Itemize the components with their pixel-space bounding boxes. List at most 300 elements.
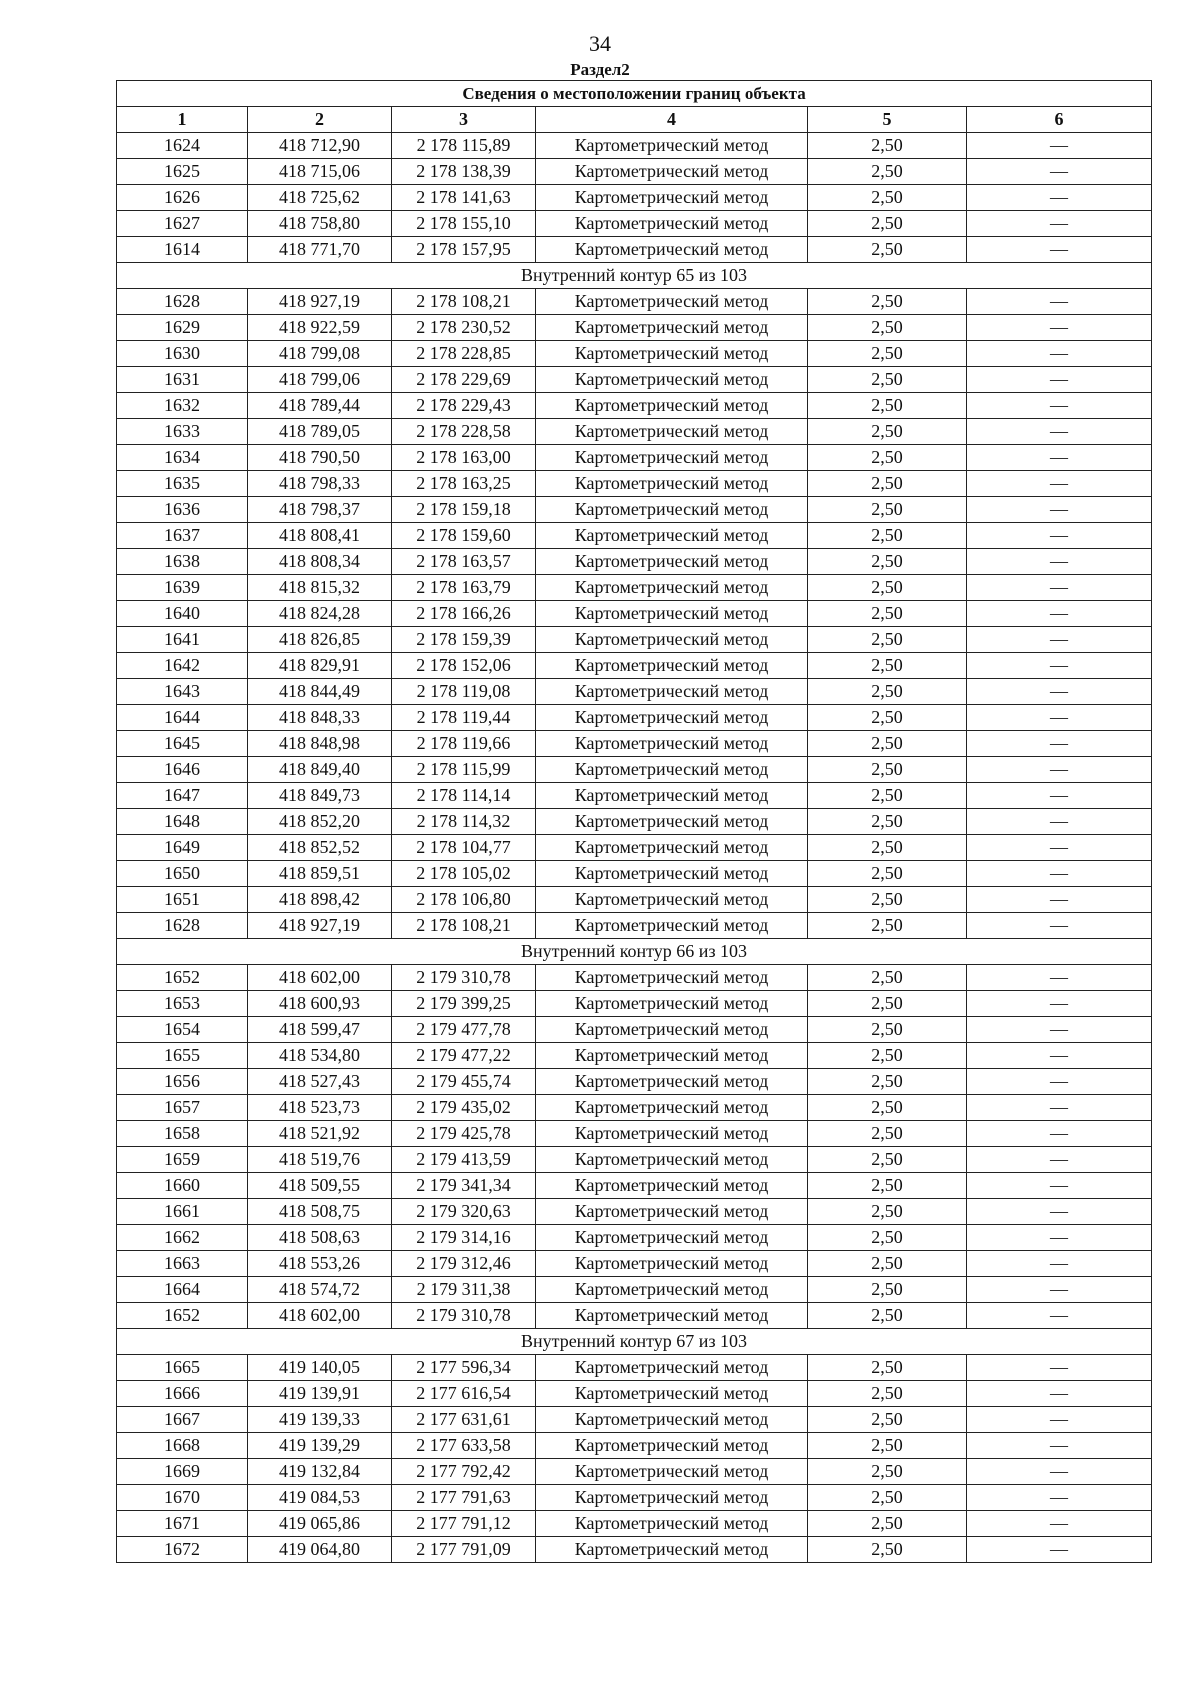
table-cell: Картометрический метод (536, 809, 808, 835)
table-cell: — (967, 1147, 1152, 1173)
table-cell: 2,50 (808, 549, 967, 575)
table-cell: 418 790,50 (248, 445, 392, 471)
table-cell: — (967, 315, 1152, 341)
table-row (117, 601, 1152, 627)
table-row (117, 679, 1152, 705)
table-cell: Картометрический метод (536, 991, 808, 1017)
table-cell: — (967, 1459, 1152, 1485)
table-cell: 418 602,00 (248, 1303, 392, 1329)
table-cell: — (967, 835, 1152, 861)
table-cell: 2 178 163,79 (392, 575, 536, 601)
table-cell: 419 132,84 (248, 1459, 392, 1485)
table-cell: 2 178 104,77 (392, 835, 536, 861)
table-cell: Картометрический метод (536, 1147, 808, 1173)
table-row (117, 1173, 1152, 1199)
table-cell: 1634 (117, 445, 248, 471)
table-cell: 418 824,28 (248, 601, 392, 627)
table-cell: — (967, 601, 1152, 627)
table-cell: 1662 (117, 1225, 248, 1251)
table-cell: 2,50 (808, 471, 967, 497)
table-cell: 418 599,47 (248, 1017, 392, 1043)
table-cell: 2 178 155,10 (392, 211, 536, 237)
table-cell: — (967, 991, 1152, 1017)
table-cell: 2 178 159,18 (392, 497, 536, 523)
table-cell: Картометрический метод (536, 419, 808, 445)
table-row (117, 991, 1152, 1017)
table-row (117, 1043, 1152, 1069)
contour-label: Внутренний контур 67 из 103 (117, 1329, 1152, 1355)
table-cell: 2 179 314,16 (392, 1225, 536, 1251)
table-cell: 418 852,52 (248, 835, 392, 861)
table-row (117, 523, 1152, 549)
table-cell: 2 178 229,43 (392, 393, 536, 419)
column-header: 5 (808, 107, 967, 133)
table-cell: — (967, 913, 1152, 939)
table-cell: — (967, 523, 1152, 549)
table-cell: 2 178 141,63 (392, 185, 536, 211)
table-row (117, 1485, 1152, 1511)
table-cell: — (967, 757, 1152, 783)
table-cell: 2 179 435,02 (392, 1095, 536, 1121)
table-cell: — (967, 445, 1152, 471)
table-cell: — (967, 471, 1152, 497)
table-cell: 1670 (117, 1485, 248, 1511)
table-cell: 1639 (117, 575, 248, 601)
table-cell: — (967, 419, 1152, 445)
contour-row (117, 263, 1152, 289)
table-cell: 418 519,76 (248, 1147, 392, 1173)
table-cell: 1646 (117, 757, 248, 783)
table-cell: 2,50 (808, 1485, 967, 1511)
table-row (117, 1251, 1152, 1277)
table-cell: Картометрический метод (536, 497, 808, 523)
table-cell: 2,50 (808, 1381, 967, 1407)
table-cell: 1656 (117, 1069, 248, 1095)
table-cell: — (967, 1251, 1152, 1277)
table-cell: 1664 (117, 1277, 248, 1303)
table-cell: 1663 (117, 1251, 248, 1277)
table-cell: Картометрический метод (536, 731, 808, 757)
table-cell: 1645 (117, 731, 248, 757)
table-cell: — (967, 367, 1152, 393)
table-cell: — (967, 133, 1152, 159)
table-cell: 1636 (117, 497, 248, 523)
table-cell: 2 179 312,46 (392, 1251, 536, 1277)
table-cell: — (967, 627, 1152, 653)
table-cell: 418 798,33 (248, 471, 392, 497)
column-header: 6 (967, 107, 1152, 133)
table-cell: 2 177 791,09 (392, 1537, 536, 1563)
table-cell: 2 179 425,78 (392, 1121, 536, 1147)
table-row (117, 1225, 1152, 1251)
table-cell: Картометрический метод (536, 1069, 808, 1095)
table-cell: 1647 (117, 783, 248, 809)
table-cell: 2,50 (808, 1043, 967, 1069)
table-cell: Картометрический метод (536, 1121, 808, 1147)
table-cell: 2,50 (808, 913, 967, 939)
table-cell: 2,50 (808, 237, 967, 263)
boundary-table (116, 80, 1152, 1563)
table-cell: 2,50 (808, 1095, 967, 1121)
table-cell: 1650 (117, 861, 248, 887)
table-body (117, 133, 1152, 1563)
table-cell: — (967, 1043, 1152, 1069)
table-cell: 418 534,80 (248, 1043, 392, 1069)
table-cell: 1642 (117, 653, 248, 679)
table-cell: 2 178 114,32 (392, 809, 536, 835)
table-cell: 2,50 (808, 783, 967, 809)
table-cell: 2 178 159,39 (392, 627, 536, 653)
table-row (117, 783, 1152, 809)
table-cell: — (967, 575, 1152, 601)
table-row (117, 575, 1152, 601)
table-cell: 1648 (117, 809, 248, 835)
table-row (117, 965, 1152, 991)
table-cell: 1660 (117, 1173, 248, 1199)
table-cell: 2,50 (808, 1225, 967, 1251)
table-cell: 2,50 (808, 1017, 967, 1043)
table-cell: — (967, 809, 1152, 835)
table-cell: Картометрический метод (536, 133, 808, 159)
table-cell: 418 808,41 (248, 523, 392, 549)
table-cell: Картометрический метод (536, 1043, 808, 1069)
table-cell: 418 715,06 (248, 159, 392, 185)
table-cell: Картометрический метод (536, 913, 808, 939)
table-row (117, 497, 1152, 523)
table-cell: — (967, 1433, 1152, 1459)
table-cell: Картометрический метод (536, 341, 808, 367)
table-cell: — (967, 1355, 1152, 1381)
table-cell: 2 179 477,22 (392, 1043, 536, 1069)
table-cell: 419 064,80 (248, 1537, 392, 1563)
table-cell: 1637 (117, 523, 248, 549)
table-cell: 419 139,91 (248, 1381, 392, 1407)
table-cell: 418 849,73 (248, 783, 392, 809)
table-cell: — (967, 237, 1152, 263)
table-row (117, 341, 1152, 367)
table-cell: 418 798,37 (248, 497, 392, 523)
table-cell: 2 178 229,69 (392, 367, 536, 393)
table-row (117, 1147, 1152, 1173)
table-cell: Картометрический метод (536, 185, 808, 211)
table-row (117, 1303, 1152, 1329)
table-cell: 1633 (117, 419, 248, 445)
table-cell: 2,50 (808, 705, 967, 731)
table-cell: 419 140,05 (248, 1355, 392, 1381)
table-cell: Картометрический метод (536, 1355, 808, 1381)
column-header: 2 (248, 107, 392, 133)
table-cell: 2 178 108,21 (392, 289, 536, 315)
table-row (117, 1355, 1152, 1381)
header-row (117, 107, 1152, 133)
table-cell: — (967, 549, 1152, 575)
table-cell: Картометрический метод (536, 211, 808, 237)
table-cell: Картометрический метод (536, 679, 808, 705)
table-cell: 2 178 157,95 (392, 237, 536, 263)
table-title: Сведения о местоположении границ объекта (117, 81, 1152, 107)
table-cell: 2,50 (808, 159, 967, 185)
table-cell: — (967, 1511, 1152, 1537)
table-cell: Картометрический метод (536, 1199, 808, 1225)
table-cell: 2,50 (808, 211, 967, 237)
table-cell: 2 178 108,21 (392, 913, 536, 939)
table-cell: Картометрический метод (536, 601, 808, 627)
table-cell: Картометрический метод (536, 523, 808, 549)
table-cell: 1649 (117, 835, 248, 861)
table-cell: 1666 (117, 1381, 248, 1407)
table-cell: 2 179 310,78 (392, 965, 536, 991)
table-row (117, 861, 1152, 887)
table-cell: 2 178 138,39 (392, 159, 536, 185)
table-row (117, 705, 1152, 731)
table-cell: 418 799,06 (248, 367, 392, 393)
table-row (117, 445, 1152, 471)
table-row (117, 1537, 1152, 1563)
table-row (117, 1069, 1152, 1095)
table-cell: 1641 (117, 627, 248, 653)
table-cell: 2,50 (808, 315, 967, 341)
table-cell: 2 179 341,34 (392, 1173, 536, 1199)
table-cell: 2 178 114,14 (392, 783, 536, 809)
contour-row (117, 1329, 1152, 1355)
table-cell: — (967, 783, 1152, 809)
table-cell: Картометрический метод (536, 887, 808, 913)
table-cell: 2,50 (808, 445, 967, 471)
table-cell: — (967, 887, 1152, 913)
table-cell: 2,50 (808, 887, 967, 913)
table-cell: 1628 (117, 289, 248, 315)
table-cell: 418 848,33 (248, 705, 392, 731)
table-cell: 1635 (117, 471, 248, 497)
table-row (117, 1199, 1152, 1225)
table-cell: 2 179 310,78 (392, 1303, 536, 1329)
table-row (117, 419, 1152, 445)
table-cell: 418 852,20 (248, 809, 392, 835)
table-cell: 418 574,72 (248, 1277, 392, 1303)
table-cell: 2,50 (808, 289, 967, 315)
table-cell: 2,50 (808, 991, 967, 1017)
table-cell: Картометрический метод (536, 1017, 808, 1043)
table-cell: 418 927,19 (248, 913, 392, 939)
table-cell: Картометрический метод (536, 1225, 808, 1251)
table-cell: 2 179 399,25 (392, 991, 536, 1017)
table-cell: Картометрический метод (536, 1095, 808, 1121)
table-cell: Картометрический метод (536, 1173, 808, 1199)
table-cell: Картометрический метод (536, 835, 808, 861)
table-cell: Картометрический метод (536, 367, 808, 393)
table-cell: 418 927,19 (248, 289, 392, 315)
table-cell: 419 084,53 (248, 1485, 392, 1511)
table-cell: 2,50 (808, 627, 967, 653)
column-header: 4 (536, 107, 808, 133)
table-row (117, 1407, 1152, 1433)
table-cell: 418 789,05 (248, 419, 392, 445)
table-cell: 2 178 105,02 (392, 861, 536, 887)
table-cell: Картометрический метод (536, 1485, 808, 1511)
table-row (117, 289, 1152, 315)
table-cell: Картометрический метод (536, 445, 808, 471)
table-cell: 2,50 (808, 497, 967, 523)
table-row (117, 159, 1152, 185)
table-cell: 418 848,98 (248, 731, 392, 757)
table-cell: — (967, 1199, 1152, 1225)
table-cell: 2 177 791,12 (392, 1511, 536, 1537)
table-cell: 2,50 (808, 1511, 967, 1537)
table-cell: — (967, 653, 1152, 679)
table-cell: 1661 (117, 1199, 248, 1225)
table-cell: — (967, 731, 1152, 757)
table-cell: 419 065,86 (248, 1511, 392, 1537)
table-cell: 2,50 (808, 1199, 967, 1225)
table-row (117, 757, 1152, 783)
table-cell: Картометрический метод (536, 315, 808, 341)
table-row (117, 887, 1152, 913)
table-cell: 2 177 596,34 (392, 1355, 536, 1381)
table-cell: 418 508,75 (248, 1199, 392, 1225)
table-cell: 2 179 311,38 (392, 1277, 536, 1303)
table-cell: 1614 (117, 237, 248, 263)
table-cell: 418 898,42 (248, 887, 392, 913)
table-cell: 1631 (117, 367, 248, 393)
table-cell: — (967, 341, 1152, 367)
table-cell: 2,50 (808, 523, 967, 549)
table-cell: 2 177 631,61 (392, 1407, 536, 1433)
table-cell: 1667 (117, 1407, 248, 1433)
table-cell: 1659 (117, 1147, 248, 1173)
table-cell: Картометрический метод (536, 237, 808, 263)
table-row (117, 185, 1152, 211)
table-cell: 418 758,80 (248, 211, 392, 237)
table-cell: 1668 (117, 1433, 248, 1459)
table-cell: 2 178 106,80 (392, 887, 536, 913)
table-cell: Картометрический метод (536, 1407, 808, 1433)
table-cell: 2,50 (808, 861, 967, 887)
table-cell: — (967, 1277, 1152, 1303)
table-cell: 418 509,55 (248, 1173, 392, 1199)
table-cell: 2,50 (808, 1459, 967, 1485)
table-cell: 1658 (117, 1121, 248, 1147)
table-cell: 1655 (117, 1043, 248, 1069)
table-cell: 1672 (117, 1537, 248, 1563)
table-cell: — (967, 393, 1152, 419)
table-cell: 2 178 163,25 (392, 471, 536, 497)
table-cell: 2 178 159,60 (392, 523, 536, 549)
table-cell: Картометрический метод (536, 653, 808, 679)
table-cell: — (967, 1225, 1152, 1251)
table-cell: 1629 (117, 315, 248, 341)
table-cell: 418 521,92 (248, 1121, 392, 1147)
table-cell: — (967, 1173, 1152, 1199)
table-cell: — (967, 1381, 1152, 1407)
table-cell: Картометрический метод (536, 393, 808, 419)
table-cell: Картометрический метод (536, 549, 808, 575)
table-row (117, 133, 1152, 159)
table-cell: 1643 (117, 679, 248, 705)
table-cell: — (967, 1407, 1152, 1433)
table-cell: 2 178 230,52 (392, 315, 536, 341)
table-cell: Картометрический метод (536, 1537, 808, 1563)
table-cell: 2,50 (808, 679, 967, 705)
table-cell: Картометрический метод (536, 1459, 808, 1485)
table-row (117, 211, 1152, 237)
table-row (117, 471, 1152, 497)
table-cell: 1625 (117, 159, 248, 185)
table-cell: 2 178 228,58 (392, 419, 536, 445)
table-cell: 2,50 (808, 1069, 967, 1095)
table-row (117, 315, 1152, 341)
table-cell: 2,50 (808, 1277, 967, 1303)
table-cell: — (967, 1485, 1152, 1511)
table-cell: — (967, 965, 1152, 991)
table-row (117, 367, 1152, 393)
table-cell: 1651 (117, 887, 248, 913)
table-cell: 418 859,51 (248, 861, 392, 887)
table-row (117, 1121, 1152, 1147)
table-row (117, 835, 1152, 861)
table-cell: — (967, 1095, 1152, 1121)
table-cell: Картометрический метод (536, 783, 808, 809)
table-cell: 1628 (117, 913, 248, 939)
table-cell: 2,50 (808, 185, 967, 211)
table-cell: 418 829,91 (248, 653, 392, 679)
table-cell: — (967, 185, 1152, 211)
table-cell: 2,50 (808, 1355, 967, 1381)
table-cell: — (967, 211, 1152, 237)
table-cell: 418 712,90 (248, 133, 392, 159)
contour-label: Внутренний контур 65 из 103 (117, 263, 1152, 289)
table-row (117, 913, 1152, 939)
table-cell: 2,50 (808, 653, 967, 679)
table-cell: 418 922,59 (248, 315, 392, 341)
table-cell: 2,50 (808, 731, 967, 757)
table-cell: 2 178 115,99 (392, 757, 536, 783)
table-cell: 1632 (117, 393, 248, 419)
table-cell: 1630 (117, 341, 248, 367)
table-cell: — (967, 1537, 1152, 1563)
table-cell: 2 179 477,78 (392, 1017, 536, 1043)
table-cell: Картометрический метод (536, 1303, 808, 1329)
table-row (117, 627, 1152, 653)
table-row (117, 393, 1152, 419)
table-cell: 2,50 (808, 965, 967, 991)
table-cell: 418 771,70 (248, 237, 392, 263)
table-row (117, 237, 1152, 263)
table-cell: 2,50 (808, 757, 967, 783)
table-cell: 2,50 (808, 1433, 967, 1459)
table-row (117, 731, 1152, 757)
table-cell: 2,50 (808, 809, 967, 835)
table-cell: 2,50 (808, 601, 967, 627)
section-label: Раздел2 (570, 60, 630, 79)
table-cell: 2,50 (808, 1407, 967, 1433)
table-cell: Картометрический метод (536, 1381, 808, 1407)
table-cell: 1653 (117, 991, 248, 1017)
table-cell: Картометрический метод (536, 1511, 808, 1537)
table-cell: — (967, 1017, 1152, 1043)
table-row (117, 1095, 1152, 1121)
table-cell: — (967, 1069, 1152, 1095)
table-cell: 2,50 (808, 341, 967, 367)
table-cell: 418 508,63 (248, 1225, 392, 1251)
table-cell: Картометрический метод (536, 965, 808, 991)
table-cell: 418 826,85 (248, 627, 392, 653)
table-cell: — (967, 1303, 1152, 1329)
table-cell: 1652 (117, 965, 248, 991)
table-cell: — (967, 1121, 1152, 1147)
table-cell: 2 178 119,08 (392, 679, 536, 705)
table-cell: 1638 (117, 549, 248, 575)
table-cell: 1627 (117, 211, 248, 237)
